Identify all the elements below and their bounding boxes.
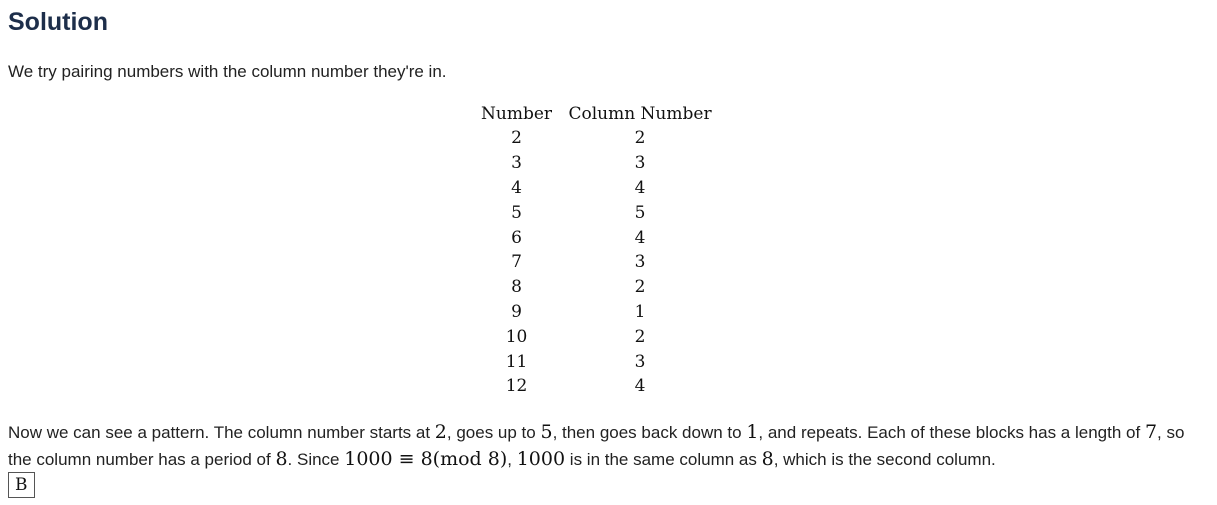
math-congruence: 1000 ≡ 8(mod 8) <box>344 448 508 470</box>
boxed-answer: B <box>8 472 35 498</box>
number-cell: 4 <box>511 177 522 198</box>
column-number-cell: 3 <box>634 252 646 273</box>
table-row <box>475 374 722 399</box>
header-number: Number <box>481 103 553 124</box>
math-value: 1000 <box>516 448 566 470</box>
number-cell: 7 <box>511 252 522 273</box>
intro-text: We try pairing numbers with the column number they're in. <box>8 62 447 81</box>
number-cell: 8 <box>511 277 522 298</box>
column-number-cell: 4 <box>634 227 646 248</box>
number-cell: 10 <box>505 326 528 347</box>
explanation-text: , so the column number has a period of <box>8 423 1185 469</box>
table-row <box>475 349 722 374</box>
table-row <box>475 225 722 250</box>
explanation-text: is in the same column as <box>565 450 762 469</box>
explanation-text: Now we can see a pattern. The column number starts at <box>8 423 435 442</box>
table-row <box>475 324 722 349</box>
table-row <box>475 275 722 300</box>
column-number-cell: 2 <box>634 277 646 298</box>
number-cell: 9 <box>511 301 522 322</box>
column-number-cell: 5 <box>634 202 646 223</box>
explanation-text: , and repeats. Each of these blocks has a length of <box>758 423 1145 442</box>
math-value: 2 <box>434 421 447 443</box>
table-row <box>475 151 722 176</box>
number-cell: 12 <box>505 376 528 397</box>
column-number-cell: 3 <box>634 351 646 372</box>
number-cell: 2 <box>511 128 522 149</box>
number-cell: 5 <box>511 202 522 223</box>
number-cell: 11 <box>505 351 528 372</box>
pairing-table <box>475 101 722 399</box>
table-row <box>475 300 722 325</box>
math-value: 5 <box>540 421 553 443</box>
explanation-paragraph <box>8 419 1208 473</box>
table-row <box>475 200 722 225</box>
header-column-number: Column Number <box>568 103 712 124</box>
column-number-cell: 2 <box>634 326 646 347</box>
table-header-row <box>475 101 722 126</box>
number-cell: 6 <box>511 227 522 248</box>
explanation-text: , then goes back down to <box>552 423 747 442</box>
solution-heading: Solution <box>8 8 108 36</box>
column-number-cell: 4 <box>634 376 646 397</box>
column-number-cell: 1 <box>634 301 646 322</box>
explanation-text: , <box>507 450 517 469</box>
math-value: 7 <box>1144 421 1158 443</box>
column-number-cell: 2 <box>634 128 646 149</box>
explanation-text: . Since <box>287 450 345 469</box>
explanation-text: , goes up to <box>446 423 541 442</box>
table-row <box>475 250 722 275</box>
number-cell: 3 <box>511 153 522 174</box>
explanation-text: , which is the second column. <box>773 450 996 469</box>
math-value: 8 <box>761 448 774 470</box>
column-number-cell: 4 <box>634 177 646 198</box>
column-number-cell: 3 <box>634 153 646 174</box>
table-row <box>475 126 722 151</box>
math-value: 8 <box>275 448 288 470</box>
table-row <box>475 176 722 201</box>
math-value: 1 <box>746 421 759 443</box>
